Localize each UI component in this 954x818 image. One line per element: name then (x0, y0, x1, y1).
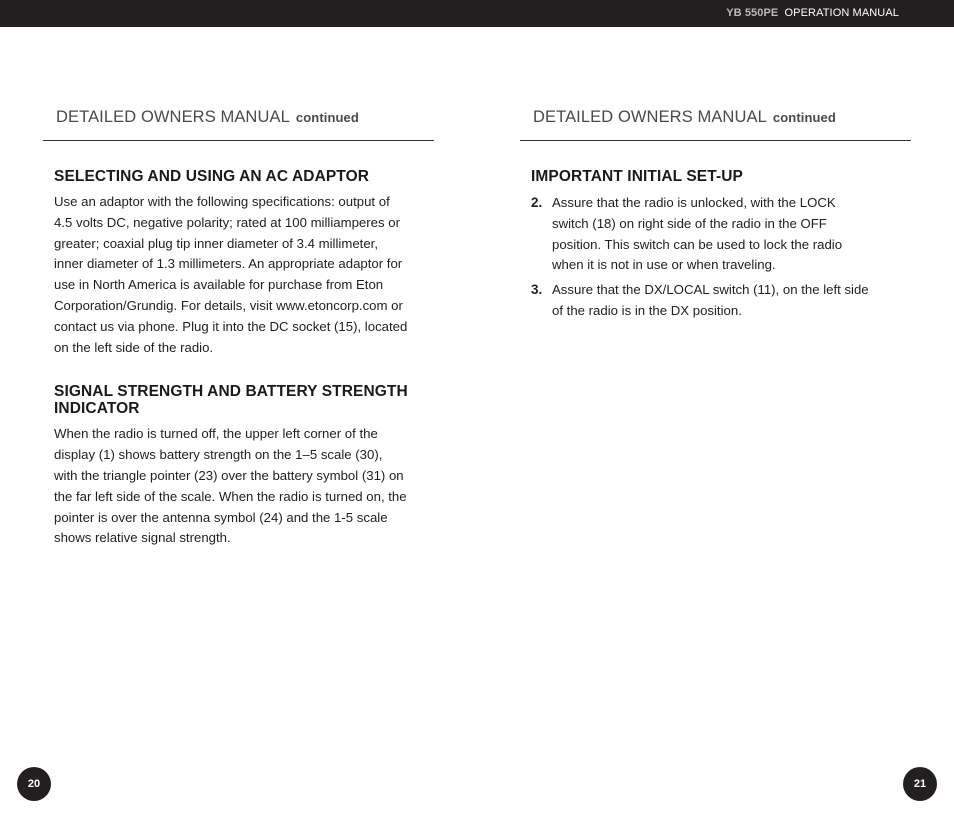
section-heading: IMPORTANT INITIAL SET-UP (531, 168, 743, 185)
section-title: DETAILED OWNERS MANUAL (533, 108, 767, 126)
page-number: 20 (17, 767, 51, 801)
header-rule (43, 140, 434, 141)
section-body: When the radio is turned off, the upper left corner of the display (1) shows battery strength on the 1–5 scale (30), with the triangle pointer (23) over the battery symbol (31) on the far left side of the scale. When the radio is turned on, the pointer is over the antenna symbol (24) and the 1-5 scale shows relative signal strength. (54, 426, 407, 546)
continued-label: continued (772, 110, 836, 125)
section-heading: SELECTING AND USING AN AC ADAPTOR (54, 168, 370, 185)
header-rule (520, 140, 911, 141)
section-heading: SIGNAL STRENGTH AND BATTERY STRENGTH INDICATOR (54, 383, 408, 418)
page-number: 21 (903, 767, 937, 801)
top-bar (0, 0, 954, 27)
item-text: Assure that the radio is unlocked, with the LOCK switch (18) on right side of the radio in the OFF position. This switch can be used to lock the radio when it is not in use or when traveling. (552, 195, 843, 273)
section-body: Use an adaptor with the following specifications: output of 4.5 volts DC, negative polarity; rated at 100 milliamperes or greater; coaxial plug tip inner diameter of 3.4 millimeter, inner diameter of 1.3 millimeters. An appropriate adaptor for use in North America is available for purchase from Eton Corporation/Grundig. For details, visit www.etoncorp.com or contact us via phone. Plug it into the DC socket (15), located on the left side of the radio. (54, 194, 408, 355)
page-header (56, 108, 359, 127)
item-number: 2. (531, 195, 543, 210)
item-text: Assure that the DX/LOCAL switch (11), on the left side of the radio is in the DX position. (552, 282, 869, 318)
manual-label: OPERATION MANUAL (784, 7, 899, 19)
section-title: DETAILED OWNERS MANUAL (56, 108, 290, 126)
right-content (531, 168, 871, 326)
left-content (54, 168, 409, 549)
page-header (533, 108, 836, 127)
continued-label: continued (295, 110, 359, 125)
list-item (531, 193, 871, 276)
setup-list (531, 193, 871, 322)
manual-title (726, 7, 899, 19)
model-name: YB 550PE (726, 7, 779, 19)
list-item (531, 280, 871, 322)
item-number: 3. (531, 282, 543, 298)
